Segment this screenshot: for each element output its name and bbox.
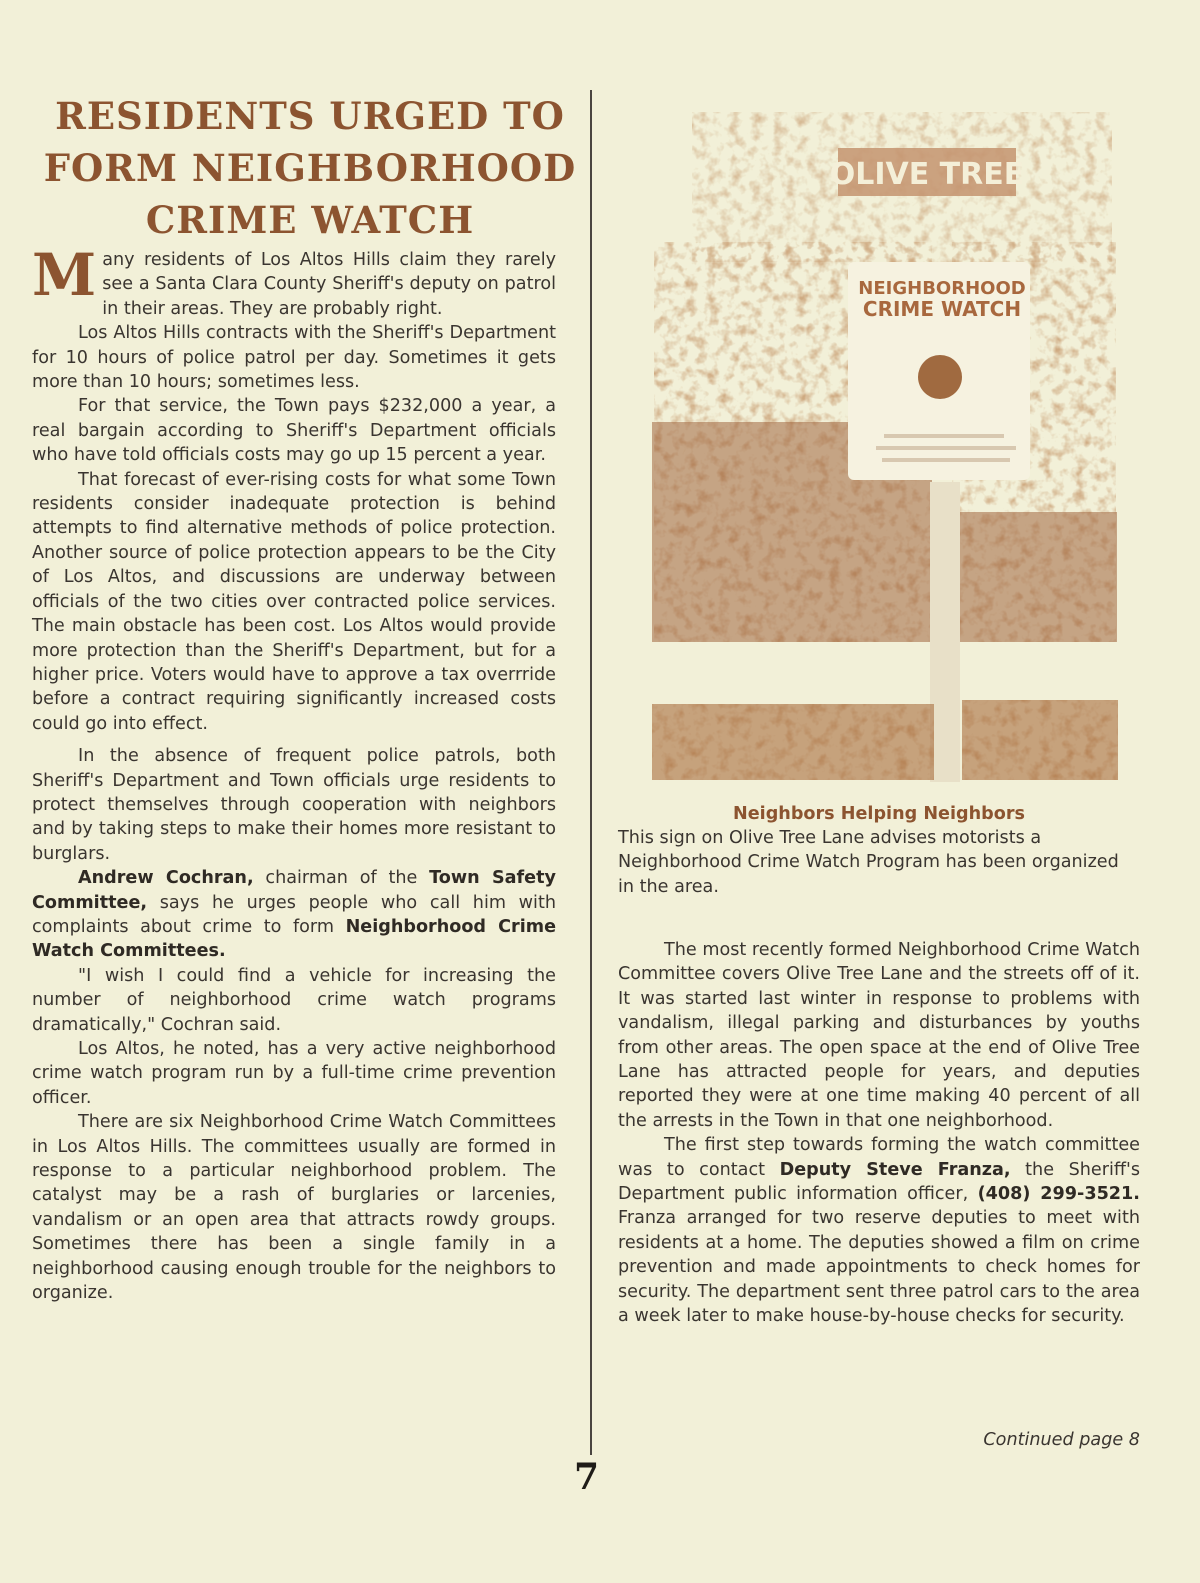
paragraph-text: says he urges people who call him with complaints about crime to form [32, 892, 556, 937]
headline [32, 90, 588, 246]
left-column [32, 241, 557, 1305]
paragraph: "I wish I could find a vehicle for increasing the number of neighborhood crime watch programs dramatically," Cochran said. [32, 965, 556, 1035]
paragraph: Los Altos, he noted, has a very active neighborhood crime watch program run by a full-time crime prevention officer. [32, 1039, 556, 1108]
paragraph [32, 241, 556, 321]
drop-cap: M [32, 241, 97, 309]
paragraph: There are six Neighborhood Crime Watch Committees in Los Altos Hills. The committees usually are formed in response to a particular neighborhood problem. The catalyst may be a rash of burglaries or larcenies, vandalism or an open area that attracts rowdy groups. Sometimes there has been a single family in a neighborhood causing enough trouble for the neighbors to organize. [32, 1112, 556, 1304]
paragraph [618, 1133, 1140, 1328]
continued-note: Continued page 8 [983, 1430, 1140, 1450]
person-name: Andrew Cochran, [78, 868, 254, 889]
person-name: Deputy Steve Franza, [779, 1159, 1011, 1180]
caption-title: Neighbors Helping Neighbors [733, 804, 1025, 824]
right-column [618, 938, 1140, 1329]
neighborhood-watch-sign-photo [652, 92, 1118, 782]
paragraph-text: any residents of Los Altos Hills claim they rarely see a Santa Clara County Sheriff's deputy on patrol in their areas. They are probably right. [102, 250, 556, 319]
headline-line: RESIDENTS URGED TO [55, 94, 565, 138]
sign-emblem [918, 355, 962, 399]
paragraph: In the absence of frequent police patrols, both Sheriff's Department and Town officials urge residents to protect themselves through cooperation with neighbors and by taking steps to make their homes more resistant to burglars. [32, 746, 556, 864]
paragraph: That forecast of ever-rising costs for what some Town residents consider inadequate protection is behind attempts to find alternative methods of police protection. Another source of police protection appears to be the City of Los Altos, and discussions are underway between officials of the two cities over contracted police services. The main obstacle has been cost. Los Altos would provide more protection than the Sheriff's Department, but for a higher price. Voters would have to approve a tax overrride before a contract requiring significantly increased costs could go into effect. [32, 469, 556, 734]
page-number: 7 [574, 1456, 600, 1498]
street-sign-text: OLIVE TREE [829, 157, 1025, 192]
committee-name: Town Safety Committee, [32, 868, 556, 913]
sign-line: NEIGHBORHOOD [858, 278, 1026, 299]
phone-number: (408) 299-3521. [977, 1184, 1140, 1205]
sign-line: CRIME WATCH [862, 297, 1022, 321]
paragraph-text: The first step towards forming the watch committee was to contact [618, 1135, 1140, 1180]
paragraph-text: Franza arranged for two reserve deputies to meet with residents at a home. The deputies showed a film on crime prevention and made appointments to check homes for security. The department sent three patrol cars to the area a week later to make house-by-house checks for security. [618, 1208, 1140, 1327]
paragraph-text: the Sheriff's Department public information officer, [618, 1159, 1140, 1205]
sign-post [930, 482, 960, 782]
paragraph: The most recently formed Neighborhood Crime Watch Committee covers Olive Tree Lane and the streets off of it. It was started last winter in response to problems with vandalism, illegal parking and disturbances by youths from other areas. The open space at the end of Olive Tree Lane has attracted people for years, and deputies reported they were at one time making 40 percent of all the arrests in the Town in that one neighborhood. [618, 940, 1140, 1131]
headline-line: CRIME WATCH [145, 198, 475, 242]
headline-line: FORM NEIGHBORHOOD [43, 146, 577, 190]
paragraph-text: chairman of the [253, 868, 430, 889]
paragraph [32, 866, 556, 964]
paragraph: Los Altos Hills contracts with the Sheriff's Department for 10 hours of police patrol per day. Sometimes it gets more than 10 hours; sometimes less. [32, 323, 556, 393]
committee-name: Neighborhood Crime Watch Committees. [32, 916, 557, 962]
caption-text: This sign on Olive Tree Lane advises motorists a Neighborhood Crime Watch Program has been organized in the area. [618, 828, 1119, 897]
paragraph: For that service, the Town pays $232,000 a year, a real bargain according to Sheriff's Department officials who have told officials costs may go up 15 percent a year. [32, 396, 556, 466]
column-divider [590, 90, 592, 1455]
